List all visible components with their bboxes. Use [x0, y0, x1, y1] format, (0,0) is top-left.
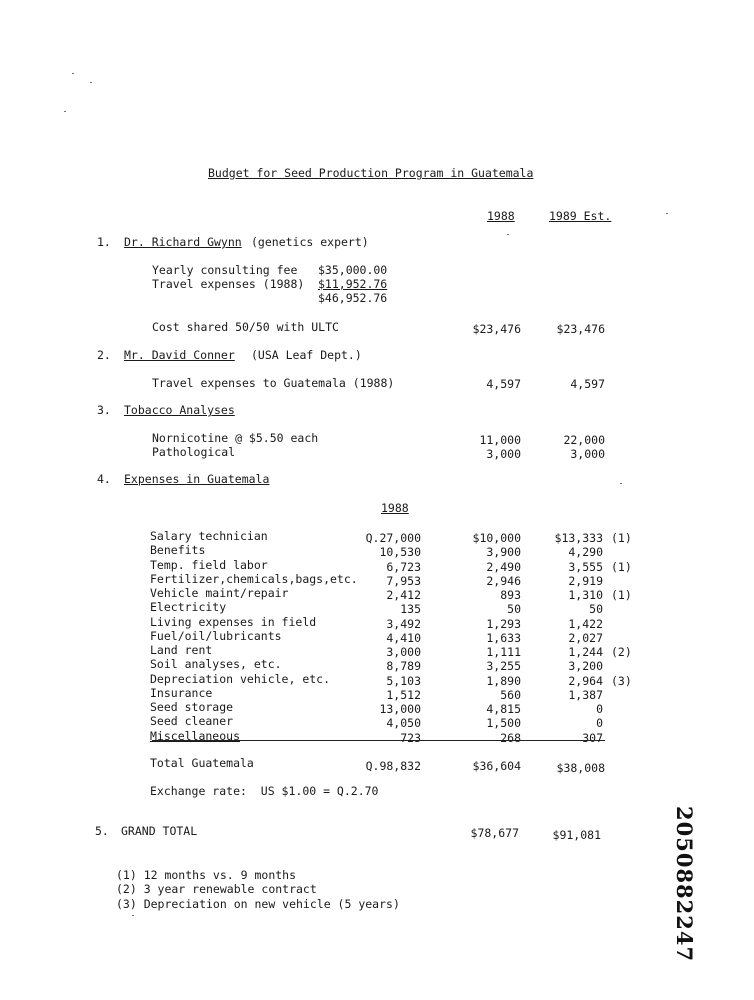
- expense-note: (1): [611, 559, 632, 574]
- scan-speck: [507, 234, 509, 235]
- section-number: 2.: [97, 348, 111, 362]
- row-label: Travel expenses to Guatemala (1988): [152, 376, 395, 390]
- value-1989: 22,000: [563, 433, 605, 447]
- expense-label: Fertilizer,chemicals,bags,etc.: [150, 571, 358, 586]
- expense-1989: $13,333: [554, 531, 603, 545]
- expense-1989: 2,964: [568, 673, 603, 688]
- expense-1989: 2,027: [568, 630, 603, 645]
- section-number: 4.: [97, 472, 111, 486]
- page-title: Budget for Seed Production Program in Guatemala: [208, 166, 534, 180]
- grand-total-label: GRAND TOTAL: [121, 824, 198, 838]
- row-label: Cost shared 50/50 with ULTC: [152, 320, 339, 334]
- grand-total-1989: $91,081: [552, 828, 601, 842]
- expense-label: Soil analyses, etc.: [150, 657, 282, 672]
- expense-quetzal: 6,723: [386, 559, 421, 574]
- expense-quetzal: 3,000: [386, 645, 421, 659]
- expense-label: Fuel/oil/lubricants: [150, 628, 282, 643]
- expense-1989: 307: [582, 730, 603, 745]
- expense-1988: 893: [500, 588, 521, 602]
- expense-1988: 268: [500, 730, 521, 745]
- expense-quetzal: 2,412: [386, 588, 421, 602]
- expense-1989: 1,387: [568, 687, 603, 702]
- row-value: $35,000.00: [318, 263, 388, 277]
- expense-1988: 1,293: [486, 616, 521, 631]
- section-desc: (genetics expert): [251, 235, 369, 249]
- section-number: 1.: [97, 235, 111, 249]
- expense-label: Seed cleaner: [150, 714, 234, 729]
- expense-1989: 1,310: [568, 588, 603, 602]
- section-title: Dr. Richard Gwynn: [124, 235, 242, 249]
- expense-label: Living expenses in field: [150, 614, 317, 629]
- total-label: Total Guatemala: [150, 756, 254, 770]
- expense-quetzal: 1,512: [386, 687, 421, 702]
- expense-label: Vehicle maint/repair: [150, 586, 289, 600]
- scan-speck: [72, 73, 74, 74]
- row-value: $46,952.76: [318, 291, 388, 305]
- total-quetzal: Q.98,832: [365, 759, 421, 773]
- expense-1988: 2,946: [486, 573, 521, 588]
- expense-quetzal: 4,410: [386, 630, 421, 645]
- expense-quetzal: 5,103: [386, 673, 421, 688]
- value-1988: 11,000: [479, 433, 521, 447]
- expense-quetzal: Q.27,000: [365, 531, 421, 545]
- footnote: (2) 3 year renewable contract: [116, 882, 317, 896]
- expense-label: Insurance: [150, 685, 213, 700]
- expense-1989: 0: [596, 702, 603, 716]
- expense-1988: 50: [507, 602, 521, 617]
- scan-speck: [620, 483, 622, 484]
- row-label: Travel expenses (1988): [152, 277, 305, 291]
- footnote: (3) Depreciation on new vehicle (5 years): [116, 897, 400, 911]
- expense-label: Benefits: [150, 543, 206, 558]
- section-desc: (USA Leaf Dept.): [251, 348, 362, 362]
- expense-label: Salary technician: [150, 529, 268, 543]
- section-title: Tobacco Analyses: [124, 403, 235, 417]
- expense-1989: 0: [596, 716, 603, 731]
- grand-total-1988: $78,677: [470, 826, 519, 840]
- expense-quetzal: 7,953: [386, 573, 421, 588]
- scan-speck: [90, 82, 92, 83]
- expense-1989: 4,290: [568, 545, 603, 560]
- section-title: Mr. David Conner: [124, 348, 235, 362]
- expense-note: (1): [611, 588, 632, 602]
- expense-quetzal: 13,000: [379, 702, 421, 716]
- expense-1988: 1,500: [486, 716, 521, 731]
- expense-quetzal: 3,492: [386, 616, 421, 631]
- expense-label: Seed storage: [150, 700, 234, 714]
- expense-1989: 3,200: [568, 659, 603, 674]
- expense-1989: 1,244: [568, 645, 603, 659]
- section-title: Expenses in Guatemala: [124, 472, 270, 486]
- expense-1989: 2,919: [568, 573, 603, 588]
- expense-1988: 560: [500, 687, 521, 702]
- expense-1988: 1,111: [486, 645, 521, 659]
- row-label: Nornicotine @ $5.50 each: [152, 431, 319, 445]
- expense-label: Miscellaneous: [150, 728, 241, 743]
- value-1989: 4,597: [570, 377, 605, 391]
- expense-1988: 1,890: [486, 673, 521, 688]
- value-1988: 3,000: [486, 447, 521, 461]
- total-rule: [152, 740, 605, 741]
- value-1988: $23,476: [472, 322, 521, 336]
- expense-quetzal: 10,530: [379, 545, 421, 560]
- expense-1988: $10,000: [472, 531, 521, 545]
- expense-1988: 4,815: [486, 702, 521, 716]
- expense-1988: 3,900: [486, 545, 521, 560]
- col-header-1989: 1989 Est.: [549, 209, 612, 223]
- expense-1988: 2,490: [486, 559, 521, 574]
- expense-1989: 1,422: [568, 616, 603, 631]
- expense-quetzal: 135: [400, 602, 421, 617]
- total-1988: $36,604: [472, 759, 521, 773]
- expense-label: Electricity: [150, 600, 227, 615]
- section-number: 3.: [97, 403, 111, 417]
- expense-1989: 50: [589, 602, 603, 617]
- scan-speck: [132, 915, 134, 916]
- row-label: Pathological: [152, 445, 236, 459]
- expense-1988: 1,633: [486, 630, 521, 645]
- expense-quetzal: 723: [400, 730, 421, 745]
- row-value: $11,952.76: [318, 277, 388, 291]
- expense-note: (1): [611, 531, 632, 545]
- expense-1989: 3,555: [568, 559, 603, 574]
- sub-header-1988: 1988: [381, 501, 409, 515]
- col-header-1988: 1988: [487, 209, 515, 223]
- document-id: 2050882247: [672, 806, 697, 963]
- section-number: 5.: [95, 824, 109, 838]
- footnote: (1) 12 months vs. 9 months: [116, 868, 297, 882]
- value-1988: 4,597: [486, 377, 521, 391]
- exchange-rate: Exchange rate: US $1.00 = Q.2.70: [150, 784, 379, 798]
- scan-speck: [64, 111, 66, 112]
- expense-label: Land rent: [150, 643, 213, 657]
- expense-label: Temp. field labor: [150, 557, 268, 572]
- scan-speck: [666, 213, 668, 214]
- expense-quetzal: 4,050: [386, 716, 421, 731]
- value-1989: 3,000: [570, 447, 605, 461]
- value-1989: $23,476: [556, 322, 605, 336]
- row-label: Yearly consulting fee: [152, 263, 298, 277]
- expense-1988: 3,255: [486, 659, 521, 674]
- total-1989: $38,008: [556, 761, 605, 775]
- expense-note: (2): [611, 645, 632, 659]
- expense-label: Depreciation vehicle, etc.: [150, 671, 331, 686]
- expense-quetzal: 8,789: [386, 659, 421, 674]
- expense-note: (3): [611, 673, 632, 688]
